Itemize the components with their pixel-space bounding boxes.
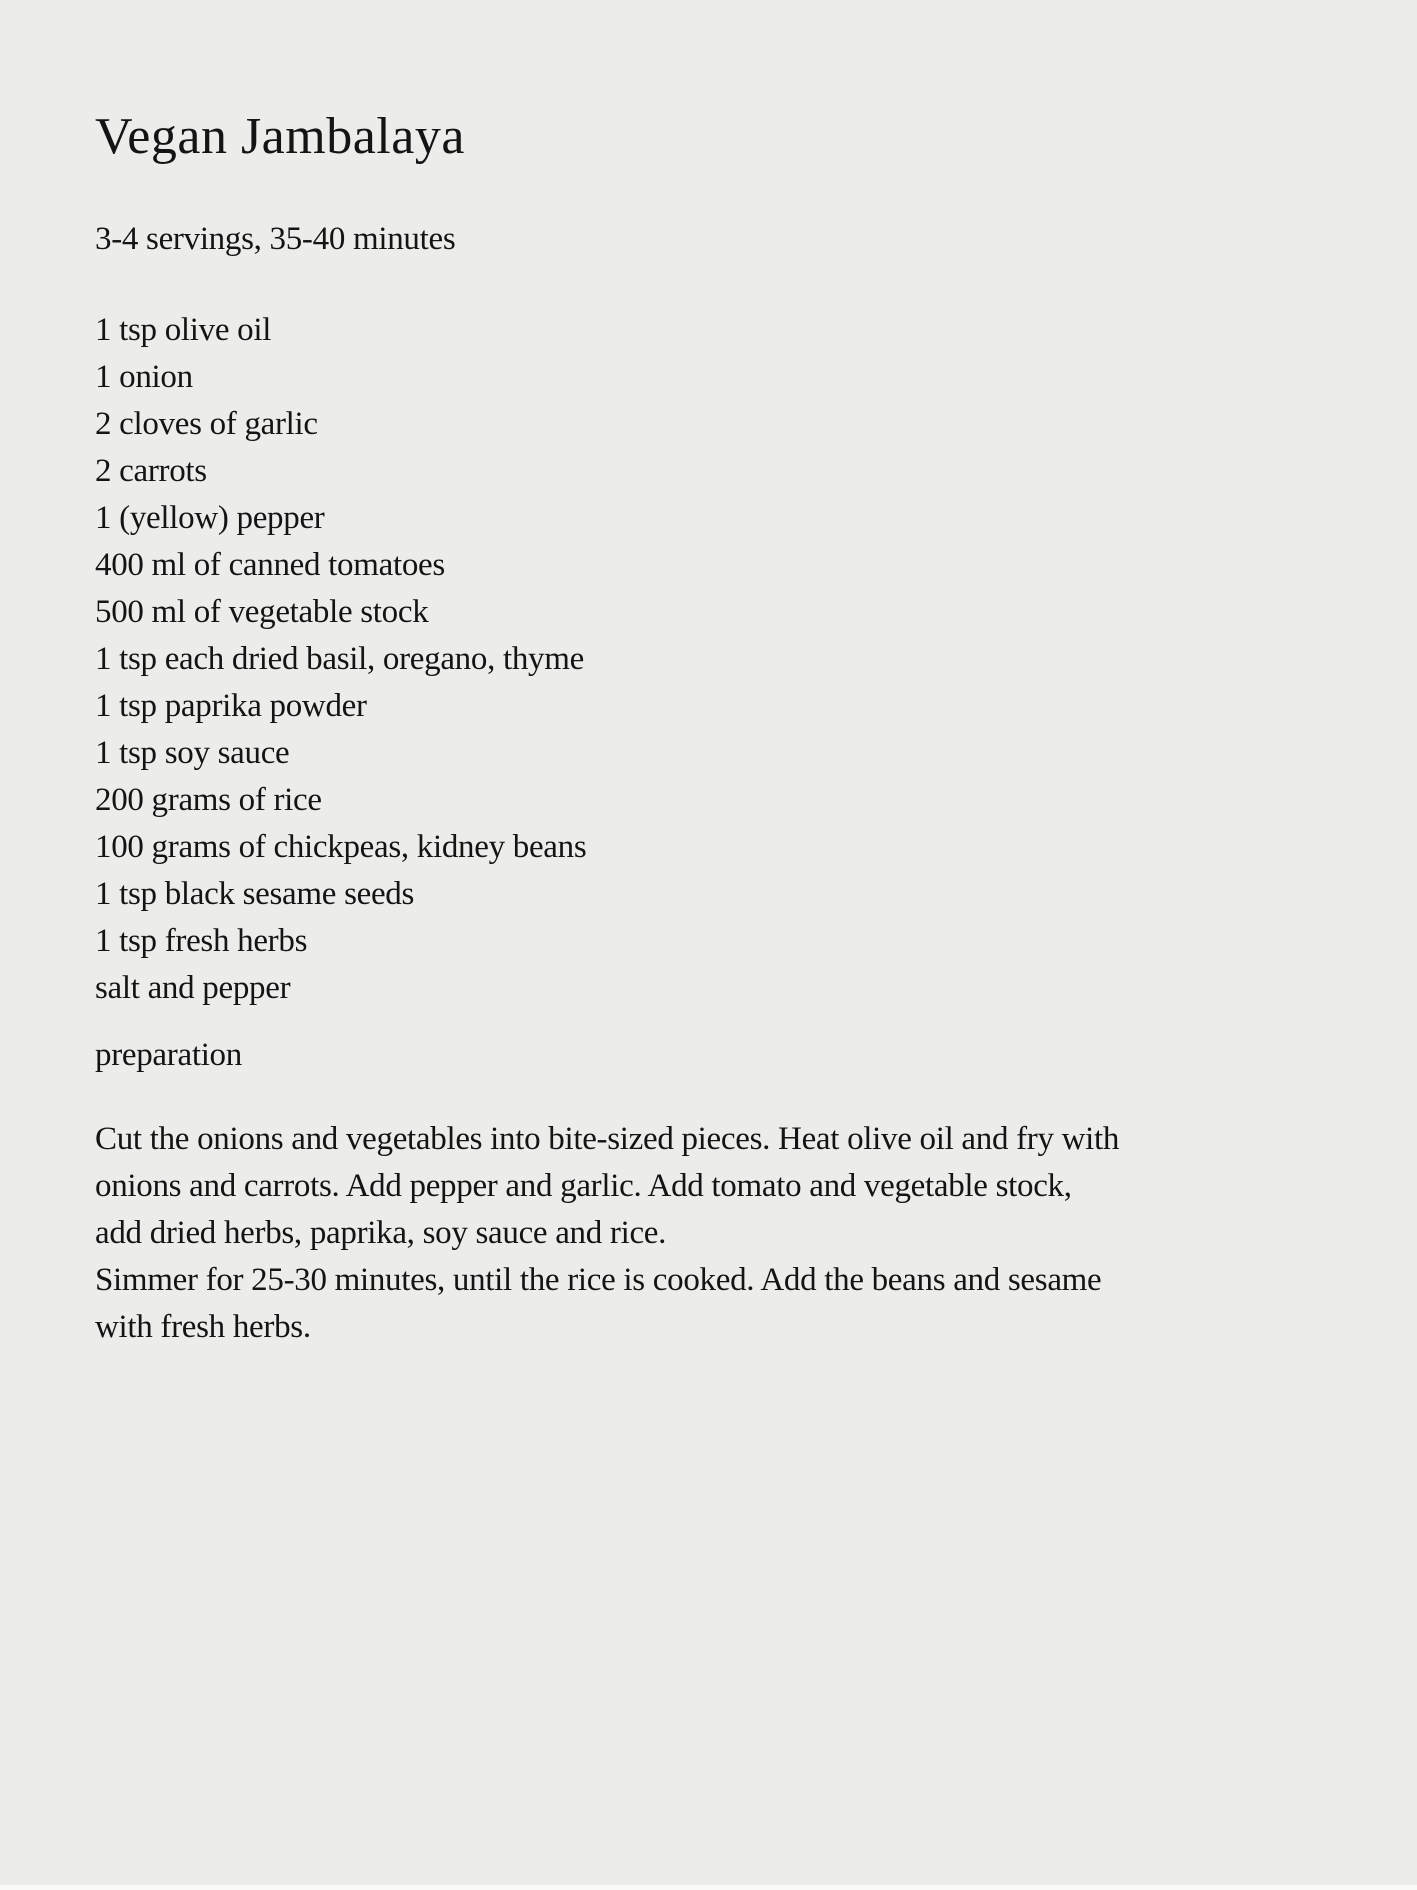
- preparation-line: add dried herbs, paprika, soy sauce and rice.: [95, 1215, 667, 1251]
- ingredients-list: [95, 307, 1357, 1012]
- ingredient-item: 1 tsp fresh herbs: [95, 923, 308, 959]
- preparation-heading: preparation: [95, 1037, 242, 1073]
- ingredient-item: 2 carrots: [95, 453, 207, 489]
- ingredient-item: 200 grams of rice: [95, 782, 322, 818]
- ingredient-item: 500 ml of vegetable stock: [95, 594, 429, 630]
- ingredient-item: 1 tsp olive oil: [95, 312, 272, 348]
- ingredient-item: 1 tsp soy sauce: [95, 735, 290, 771]
- preparation-line: Cut the onions and vegetables into bite-sized pieces. Heat olive oil and fry with: [95, 1121, 1120, 1157]
- ingredient-item: 1 tsp paprika powder: [95, 688, 367, 724]
- ingredient-item: 1 tsp each dried basil, oregano, thyme: [95, 641, 584, 677]
- page-bottom-edge: [0, 1885, 1417, 1890]
- preparation-line: with fresh herbs.: [95, 1309, 311, 1345]
- ingredient-item: 100 grams of chickpeas, kidney beans: [95, 829, 587, 865]
- ingredient-item: salt and pepper: [95, 970, 291, 1006]
- ingredient-item: 1 (yellow) pepper: [95, 500, 325, 536]
- preparation-text: [95, 1116, 1357, 1351]
- ingredient-item: 400 ml of canned tomatoes: [95, 547, 445, 583]
- preparation-line: onions and carrots. Add pepper and garlic. Add tomato and vegetable stock,: [95, 1168, 1072, 1204]
- ingredient-item: 1 tsp black sesame seeds: [95, 876, 415, 912]
- ingredient-item: 2 cloves of garlic: [95, 406, 318, 442]
- recipe-title: Vegan Jambalaya: [95, 108, 465, 165]
- recipe-meta: 3-4 servings, 35-40 minutes: [95, 221, 456, 257]
- preparation-line: Simmer for 25-30 minutes, until the rice is cooked. Add the beans and sesame: [95, 1262, 1102, 1298]
- ingredient-item: 1 onion: [95, 359, 193, 395]
